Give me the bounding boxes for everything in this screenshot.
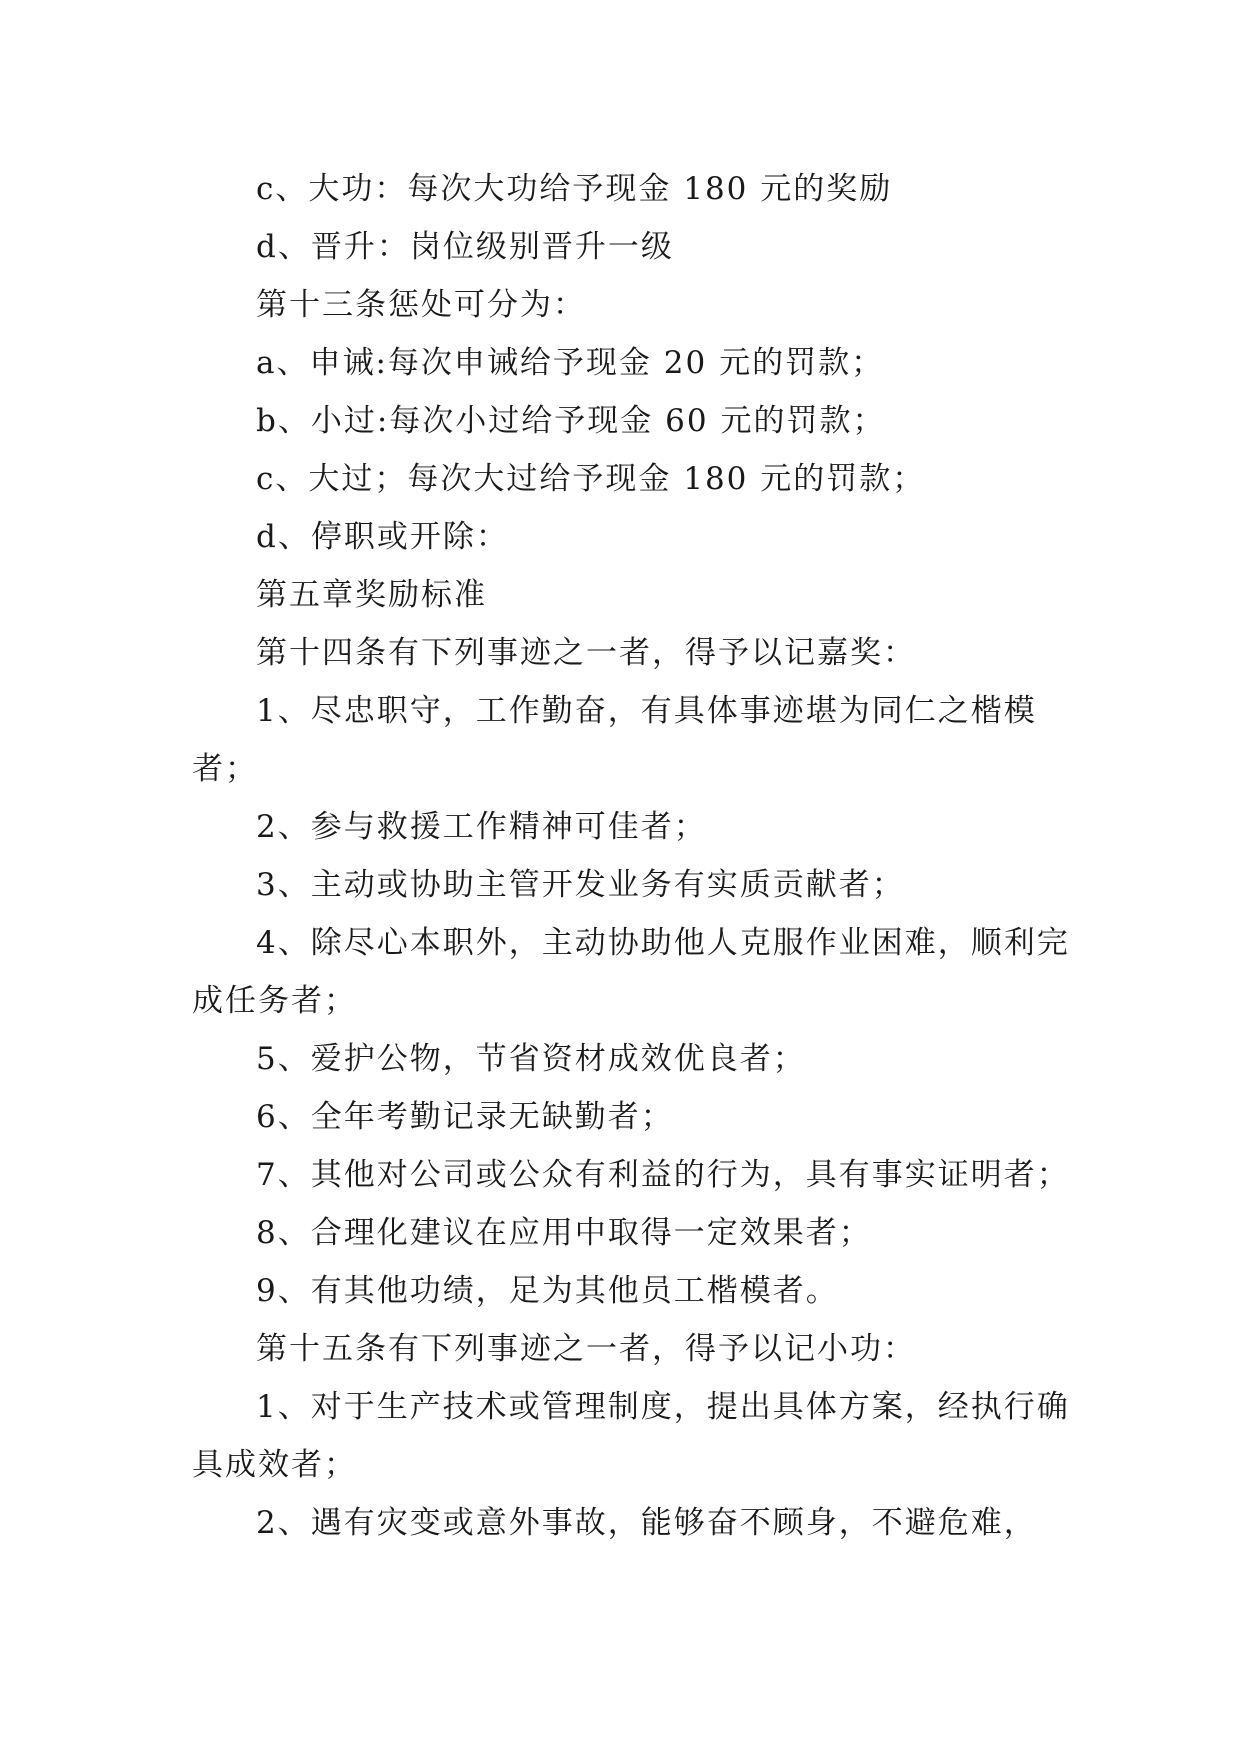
- list-item: 7、其他对公司或公众有利益的行为，具有事实证明者；: [256, 1157, 1070, 1193]
- list-item: 1、尽忠职守，工作勤奋，有具体事迹堪为同仁之楷模者；: [192, 693, 1037, 787]
- article-heading: 第十三条惩处可分为：: [256, 287, 586, 323]
- list-item: 8、合理化建议在应用中取得一定效果者；: [256, 1215, 872, 1251]
- article-heading: 第十四条有下列事迹之一者，得予以记嘉奖：: [256, 635, 916, 671]
- list-item: 4、除尽心本职外，主动协助他人克服作业困难，顺利完成任务者；: [192, 925, 1070, 1019]
- paragraph: d、停职或开除：: [256, 519, 509, 555]
- list-item: 9、有其他功绩，足为其他员工楷模者。: [256, 1273, 839, 1309]
- document-body: [192, 160, 1072, 1552]
- list-item: 2、遇有灾变或意外事故，能够奋不顾身，不避危难，: [256, 1505, 1037, 1541]
- paragraph: b、小过:每次小过给予现金 60 元的罚款；: [256, 403, 886, 439]
- list-item: 2、参与救援工作精神可佳者；: [256, 809, 707, 845]
- chapter-heading: 第五章奖励标准: [256, 577, 487, 613]
- paragraph: c、大功：每次大功给予现金 180 元的奖励: [256, 171, 893, 207]
- paragraph: c、大过；每次大过给予现金 180 元的罚款；: [256, 461, 926, 497]
- list-item: 6、全年考勤记录无缺勤者；: [256, 1099, 674, 1135]
- list-item: 5、爱护公物，节省资材成效优良者；: [256, 1041, 806, 1077]
- article-heading: 第十五条有下列事迹之一者，得予以记小功：: [256, 1331, 916, 1367]
- paragraph: a、申诫:每次申诫给予现金 20 元的罚款；: [256, 345, 885, 381]
- list-item: 3、主动或协助主管开发业务有实质贡献者；: [256, 867, 905, 903]
- paragraph: d、晋升：岗位级别晋升一级: [256, 229, 674, 265]
- list-item: 1、对于生产技术或管理制度，提出具体方案，经执行确具成效者；: [192, 1389, 1070, 1483]
